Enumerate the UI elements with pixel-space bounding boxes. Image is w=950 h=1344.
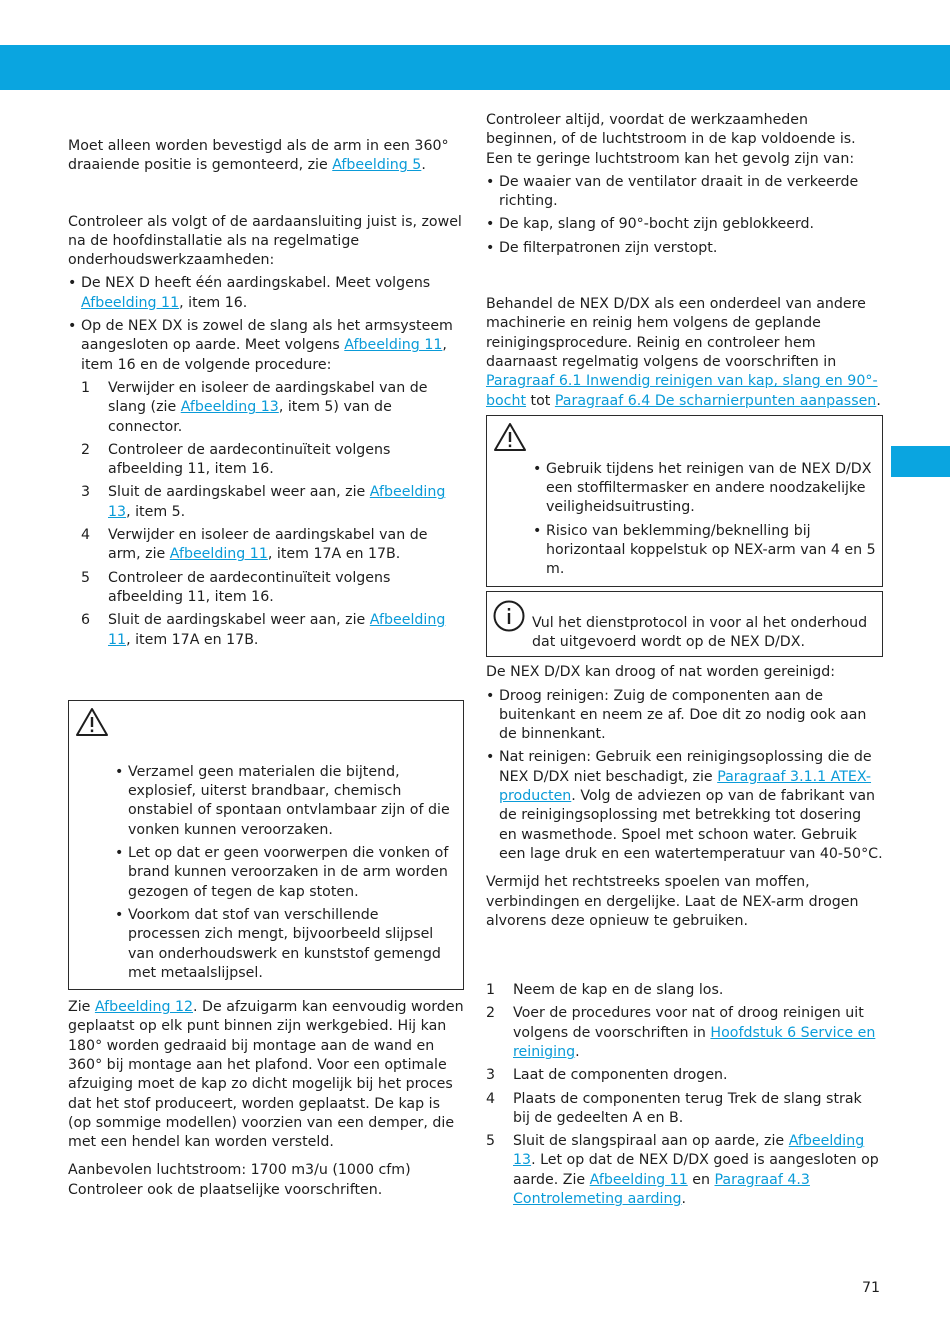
step-item: 2 Voer de procedures voor nat of droog reinigen uit volgens de voorschriften in Hoofdstuk 6 Service en reiniging. bbox=[486, 1005, 876, 1060]
link-afbeelding-5[interactable]: Afbeelding 5 bbox=[332, 157, 422, 174]
list-item: • De filterpatronen zijn verstopt. bbox=[486, 239, 883, 258]
grounding-steps bbox=[81, 379, 464, 650]
airflow-causes bbox=[486, 173, 883, 258]
step-item: 5 Controleer de aardecontinuïteit volgens afbeelding 11, item 16. bbox=[81, 569, 391, 605]
list-item: • De kap, slang of 90°-bocht zijn geblokkeerd. bbox=[486, 215, 883, 234]
link-afbeelding-12[interactable]: Afbeelding 12 bbox=[94, 999, 194, 1016]
list-item: • De waaier van de ventilator draait in de verkeerde richting. bbox=[486, 173, 883, 212]
warning-triangle-icon bbox=[75, 707, 109, 737]
list-item: • Voorkom dat stof van verschillende processen zich mengt, bijvoorbeeld slijpsel van onderhoudswerk en kunststof gemengd met metaalslijpsel. bbox=[115, 906, 453, 983]
step-item: 1 Verwijder en isoleer de aardingskabel van de slang (zie Afbeelding 13, item 5) van de connector. bbox=[81, 379, 428, 435]
link-afbeelding-11[interactable]: Afbeelding 11 bbox=[81, 294, 180, 311]
link-afbeelding-11[interactable]: Afbeelding 11 bbox=[169, 546, 268, 563]
list-item: • Droog reinigen: Zuig de componenten aan de buitenkant en neem ze af. Doe dit zo nodig ook aan de binnenkant. bbox=[486, 687, 883, 745]
right-column bbox=[486, 111, 883, 1209]
list-item: • Nat reinigen: Gebruik een reinigingsoplossing die de NEX D/DX niet beschadigt, zie Paragraaf 3.1.1 ATEX-producten. Volg de adviezen op van de fabrikant van de reinigingsoplossing met betrekking tot dosering en wasmethode. Spoel met schoon water. Gebruik een lage druk en een watertemperatuur van 40-50°C. bbox=[486, 748, 883, 864]
warning-list bbox=[115, 763, 453, 983]
link-paragraaf-3-1-1[interactable]: Paragraaf 3.1.1 ATEX-producten bbox=[499, 768, 872, 805]
info-circle-icon bbox=[493, 600, 525, 632]
step-item: 2 Controleer de aardecontinuïteit volgens afbeelding 11, item 16. bbox=[81, 441, 391, 478]
header-bar bbox=[0, 45, 950, 90]
cleaning-methods bbox=[486, 687, 883, 865]
step-item: 5 Sluit de slangspiraal aan op aarde, zie Afbeelding 13. Let op dat de NEX D/DX goed is aangesloten op aarde. Zie Afbeelding 11 en Paragraaf 4.3 Controlemeting aarding. bbox=[486, 1133, 879, 1208]
page-number: 71 bbox=[862, 1280, 881, 1296]
info-box bbox=[486, 591, 883, 658]
step-item: 4 Verwijder en isoleer de aardingskabel van de arm, zie Afbeelding 11, item 17A en 17B. bbox=[81, 527, 428, 563]
warning-box bbox=[486, 415, 883, 587]
link-afbeelding-13[interactable]: Afbeelding 13 bbox=[180, 399, 279, 416]
link-afbeelding-13[interactable]: Afbeelding 13 bbox=[513, 1133, 865, 1169]
list-item: • Op de NEX DX is zowel de slang als het armsysteem aangesloten op aarde. Meet volgens Afbeelding 11, item 16 en de volgende procedure: bbox=[68, 317, 464, 375]
link-afbeelding-11[interactable]: Afbeelding 11 bbox=[589, 1171, 688, 1188]
cleaning-methods-intro: De NEX D/DX kan droog of nat worden gereinigd: bbox=[486, 664, 836, 681]
arm-placement-text: Zie Afbeelding 12. De afzuigarm kan eenvoudig worden geplaatst op elk punt binnen zijn werkgebied. Hij kan 180° worden gedraaid bij montage aan de wand en 360° bij montage aan het plafond. Voor een optimale afzuiging moet de kap zo dicht mogelijk bij het proces dat het stof produceert, worden geplaatst. De kap is (op sommige modellen) voorzien van een demper, die met een hendel kan worden versteld. bbox=[68, 999, 464, 1151]
warning-list bbox=[533, 460, 876, 580]
link-afbeelding-11[interactable]: Afbeelding 11 bbox=[108, 612, 446, 648]
rinse-warning-text: Vermijd het rechtstreeks spoelen van moffen, verbindingen en dergelijke. Laat de NEX-arm drogen alvorens deze opnieuw te gebruiken. bbox=[486, 874, 859, 929]
list-item: • Let op dat er geen voorwerpen die vonken of brand kunnen veroorzaken in de arm worden gezogen of tegen de kap stoten. bbox=[115, 844, 453, 902]
list-item: • Gebruik tijdens het reinigen van de NEX D/DX een stoffiltermasker en andere noodzakelijke veiligheidsuitrusting. bbox=[533, 460, 876, 518]
info-text: Vul het dienstprotocol in voor al het onderhoud dat uitgevoerd wordt op de NEX D/DX. bbox=[532, 614, 868, 650]
list-item: • De NEX D heeft één aardingskabel. Meet volgens Afbeelding 11, item 16. bbox=[68, 274, 464, 313]
link-afbeelding-13[interactable]: Afbeelding 13 bbox=[108, 484, 446, 520]
link-paragraaf-4-3[interactable]: Paragraaf 4.3 Controlemeting aarding bbox=[513, 1171, 810, 1208]
link-afbeelding-11[interactable]: Afbeelding 11 bbox=[344, 337, 443, 354]
chapter-tab bbox=[891, 446, 950, 477]
mounting-note: Moet alleen worden bevestigd als de arm in een 360° draaiende positie is gemonteerd, zie Afbeelding 5. bbox=[68, 138, 449, 174]
grounding-bullets bbox=[68, 274, 464, 374]
grounding-intro: Controleer als volgt of de aardaansluiting juist is, zowel na de hoofdinstallatie als na regelmatige onderhoudswerkzaamheden: bbox=[68, 213, 462, 269]
link-paragraaf-6-4[interactable]: Paragraaf 6.4 De scharnierpunten aanpassen bbox=[554, 392, 877, 409]
cleaning-intro: Behandel de NEX D/DX als een onderdeel van andere machinerie en reinig hem volgens de geplande reinigingsprocedure. Reinig en controleer hem daarnaast regelmatig volgens de voorschriften in Paragraaf 6.1 Inwendig reinigen van kap, slang en 90°-bocht tot Paragraaf 6.4 De scharnierpunten aanpassen. bbox=[486, 296, 881, 409]
step-item: 4 Plaats de componenten terug Trek de slang strak bij de gedeelten A en B. bbox=[486, 1090, 862, 1126]
warning-box bbox=[68, 700, 464, 990]
airflow-text: Aanbevolen luchtstroom: 1700 m3/u (1000 cfm) Controleer ook de plaatselijke voorschriften. bbox=[68, 1162, 411, 1198]
link-paragraaf-6-1[interactable]: Paragraaf 6.1 Inwendig reinigen van kap, slang en 90°-bocht bbox=[486, 373, 878, 409]
step-item: 6 Sluit de aardingskabel weer aan, zie Afbeelding 11, item 17A en 17B. bbox=[81, 612, 446, 648]
list-item: • Risico van beklemming/beknelling bij horizontaal koppelstuk op NEX-arm van 4 en 5 m. bbox=[533, 522, 876, 580]
airflow-check-text: Controleer altijd, voordat de werkzaamheden beginnen, of de luchtstroom in de kap voldoende is. Een te geringe luchtstroom kan het gevolg zijn van: bbox=[486, 112, 856, 167]
cleaning-steps bbox=[486, 981, 883, 1209]
link-hoofdstuk-6[interactable]: Hoofdstuk 6 Service en reiniging bbox=[513, 1024, 876, 1060]
step-item: 3 Laat de componenten drogen. bbox=[486, 1067, 728, 1084]
list-item: • Verzamel geen materialen die bijtend, explosief, uiterst brandbaar, chemisch onstabiel of spontaan ontvlambaar zijn of die vonken kunnen veroorzaken. bbox=[115, 763, 453, 840]
step-item: 3 Sluit de aardingskabel weer aan, zie Afbeelding 13, item 5. bbox=[81, 484, 446, 520]
left-column bbox=[68, 137, 464, 1200]
step-item: 1 Neem de kap en de slang los. bbox=[486, 982, 724, 999]
warning-triangle-icon bbox=[493, 422, 527, 452]
